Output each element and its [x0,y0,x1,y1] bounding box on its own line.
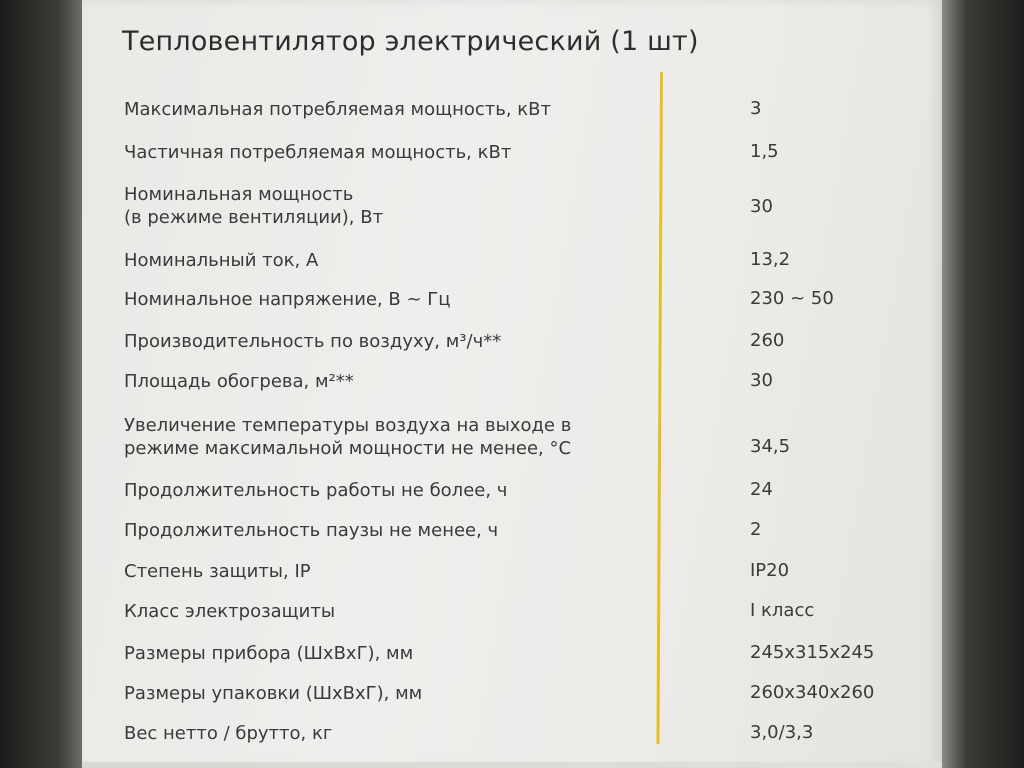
spec-value: 34,5 [750,436,791,457]
spec-value: 1,5 [750,141,779,162]
spec-value: 30 [750,196,773,217]
spec-label: Увеличение температуры воздуха на выходе в режиме максимальной мощности не менее, °С [124,415,572,459]
spec-value: 245x315x245 [750,642,875,663]
spec-value: I класс [750,600,815,621]
spec-label: Номинальная мощность (в режиме вентиляции), Вт [124,184,384,228]
spec-label: Площадь обогрева, м²** [124,371,354,392]
sheet-bottom-strip [82,762,942,768]
spec-label: Частичная потребляемая мощность, кВт [124,142,512,163]
background-right-edge [942,0,1024,768]
spec-label: Класс электрозащиты [124,601,336,622]
spec-label: Продолжительность работы не более, ч [124,480,508,501]
spec-value: IP20 [750,560,790,581]
spec-label: Максимальная потребляемая мощность, кВт [124,99,551,120]
spec-value: 230 ~ 50 [750,288,834,309]
spec-label: Номинальный ток, А [124,250,319,271]
spec-value: 260x340x260 [750,682,875,703]
background-left-edge [0,0,82,768]
spec-value: 3,0/3,3 [750,722,814,743]
spec-label: Размеры упаковки (ШхВхГ), мм [124,683,423,704]
spec-value: 24 [750,479,773,500]
spec-value: 260 [750,330,785,351]
spec-label: Вес нетто / брутто, кг [124,723,333,744]
spec-value: 30 [750,370,773,391]
spec-value: 3 [750,98,762,119]
spec-title: Тепловентилятор электрический (1 шт) [122,26,699,57]
spec-value: 2 [750,519,762,540]
spec-label: Производительность по воздуху, м³/ч** [124,331,502,352]
spec-label: Номинальное напряжение, В ~ Гц [124,289,451,310]
spec-label: Размеры прибора (ШхВхГ), мм [124,643,414,664]
spec-label: Продолжительность паузы не менее, ч [124,520,499,541]
spec-value: 13,2 [750,249,791,270]
spec-label: Степень защиты, IP [124,561,311,582]
